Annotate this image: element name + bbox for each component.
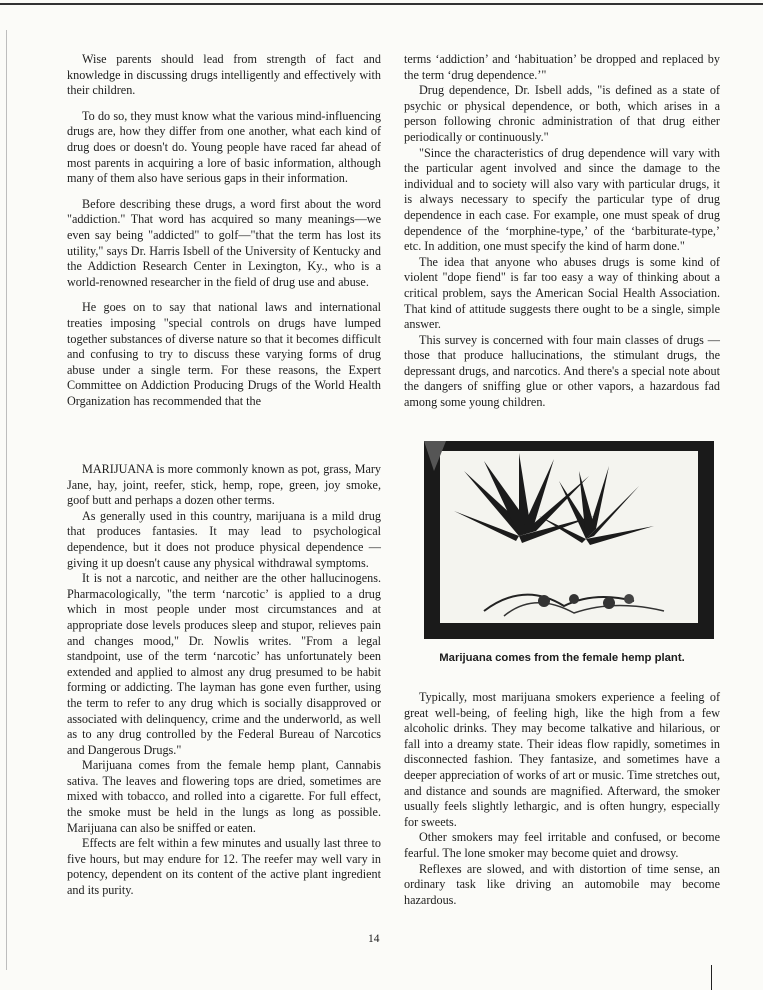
paragraph: This survey is concerned with four main classes of drugs —those that produce hallucinations, the stimulant drugs, the depressant drugs, and narcotics. And there's a special note about the dangers of sniffing glue or other vapors, a hazardous fad among some young children. [404,332,720,410]
paragraph: MARIJUANA is more commonly known as pot, grass, Mary Jane, hay, joint, reefer, stick, hemp, rope, green, joy smoke, goof butt and perhaps a dozen other terms. [67,462,381,508]
paragraph: Before describing these drugs, a word first about the word "addiction." That word has acquired so many meanings—we even say being "addicted" to golf—"that the term has lost its utility," says Dr. Harris Isbell of the University of Kentucky and the Addiction Research Center in Lexington, Ky., who is a world-renowned researcher in the field of drug use and abuse. [67,196,381,289]
paragraph: Effects are felt within a few minutes and usually last three to five hours, but may endure for 12. The reefer may well vary in potency, dependent on its content of the active plant ingredient and its purity. [67,836,381,898]
paragraph: It is not a narcotic, and neither are the other hallucinogens. Pharmacologically, "the term ‘narcotic’ is applied to a drug which in most people under most circumstances and at appropriate dose levels produces sleep and stupor, relieves pain and changes mood," Dr. Nowlis writes. "From a legal standpoint, use of the term ‘narcotic’ has unfortunately been extended and applied to almost any drug presumed to be habit forming or addicting. The layman has gone even further, using the term to refer to any drug which is socially disapproved or associated with delinquency, crime and the underworld, as well as to any drug controlled by the Federal Bureau of Narcotics and Dangerous Drugs." [67,571,381,757]
paragraph: As generally used in this country, marijuana is a mild drug that produces fantasies. It may lead to psychological dependence, but it does not produce physical dependence —giving it up doesn't cause any physical withdrawal symptoms. [67,508,381,570]
hemp-plant-photo [424,441,714,639]
page-number: 14 [368,933,380,945]
paragraph: He goes on to say that national laws and international treaties imposing "special controls on drugs have lumped together substances of diverse nature so that it becomes difficult and confusing to try to discuss these varying forms of drug abuse under a single term. For these reasons, the Expert Committee on Addiction Producing Drugs of the World Health Organization has recommended that the [67,300,381,408]
top-rule [0,3,763,5]
right-column-bottom [404,690,720,908]
paragraph: "Since the characteristics of drug dependence will vary with the particular agent involved and since the damage to the individual and to society will also vary with particular drugs, it is always necessary to specify the particular type of drug dependence in each case. For example, one must speak of drug dependence of the ‘morphine-type,’ of the ‘barbiturate-type,’ etc. In addition, one must specify the kind of harm done." [404,145,720,254]
corner-mark [711,965,712,990]
paragraph: Reflexes are slowed, and with distortion of time sense, an ordinary task like driving an automobile may become hazardous. [404,861,720,907]
paragraph: Marijuana comes from the female hemp plant, Cannabis sativa. The leaves and flowering tops are dried, sometimes are mixed with tobacco, and rolled into a cigarette. For full effect, the smoke must be held in the lungs as long as possible. Marijuana can also be sniffed or eaten. [67,758,381,835]
paragraph: Other smokers may feel irritable and confused, or become fearful. The lone smoker may become quiet and drowsy. [404,830,720,860]
paragraph: To do so, they must know what the various mind-influencing drugs are, how they differ from one another, what each kind of drug does or doesn't do. Young people have raced far ahead of most parents in acquiring a lore of basic information, although many of them also have serious gaps in their information. [67,108,381,186]
right-column-top [404,52,720,411]
paragraph: Typically, most marijuana smokers experience a feeling of great well-being, of feeling high, like the high from a few alcoholic drinks. They may become talkative and hilarious, or fall into a dreamy state. Their ideas flow rapidly, sometimes in disconnected fashion. They fantasize, and sometimes have a deeper appreciation of works of art or music. Time stretches out, and distance and sounds are magnified. Afterward, the smoker usually feels slightly lethargic, and is often hungry, especially for sweets. [404,690,720,829]
paragraph: terms ‘addiction’ and ‘habituation’ be dropped and replaced by the term ‘drug dependence.’" [404,52,720,82]
paragraph: The idea that anyone who abuses drugs is some kind of violent "dope fiend" is far too easy a way of thinking about a critical problem, says the American Social Health Association. That kind of attitude suggests there ought to be a single, simple answer. [404,254,720,332]
left-margin-rule [6,30,7,970]
left-column-top [67,52,381,409]
paragraph: Wise parents should lead from strength of fact and knowledge in discussing drugs intelligently and effectively with their children. [67,52,381,98]
paragraph: Drug dependence, Dr. Isbell adds, "is defined as a state of psychic or physical dependence, or both, which arises in a person following chronic administration of that drug either periodically or continuously." [404,83,720,144]
left-column-bottom [67,462,381,899]
photo-caption: Marijuana comes from the female hemp plant. [439,652,685,664]
